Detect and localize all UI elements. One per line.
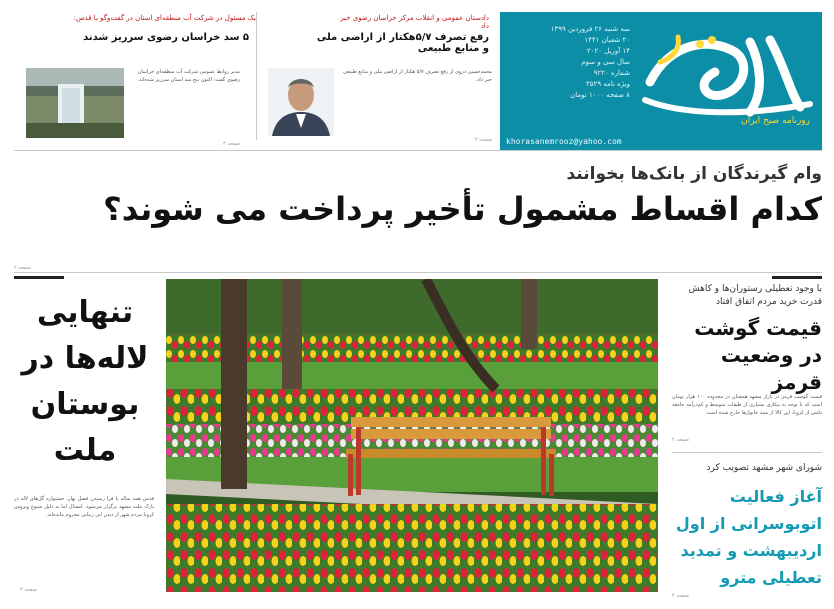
column-rule <box>14 276 64 279</box>
tulip-park-photo <box>166 279 658 592</box>
right-story-title[interactable]: قیمت گوشت در وضعیت قرمز <box>694 316 822 394</box>
tulip-garden-bench-icon <box>166 279 658 592</box>
page-ref: صفحه ۲ <box>14 265 31 271</box>
dam-photo <box>26 68 124 138</box>
column-divider <box>256 12 257 140</box>
page-ref: صفحه ۳ <box>20 587 37 593</box>
dateline-line: شماره ۹۲۲۰ <box>593 69 630 77</box>
right-story-body: قیمت گوشت قرمز در بازار مشهد همچنان در محدوده ۱۰۰ هزار تومان است که با توجه به بیکاری بسیاری از طبقات متوسط و کم‌درآمد جامعه ناشی از کرونا، این کالا از سبد خانوارها خارج شده است. <box>672 394 822 416</box>
top-story-body: مدیر روابط عمومی شرکت آب منطقه‌ای خراسان رضوی گفت: اکنون پنج سد استان سرریز شده‌اند. <box>137 69 240 83</box>
portrait-photo <box>268 68 334 136</box>
top-story-kicker: یک مسئول در شرکت آب منطقه‌ای استان در گفت‌وگو با قدس: <box>73 14 256 22</box>
dateline-line: ۲۰ شعبان ۱۴۴۱ <box>584 36 630 44</box>
email-address[interactable]: khorasanemrooz@yahoo.com <box>506 137 622 146</box>
lead-kicker: وام گیرندگان از بانک‌ها بخوانند <box>566 164 822 184</box>
section-divider <box>14 272 822 273</box>
page-ref: صفحه ۲ <box>672 437 689 443</box>
page-ref: صفحه ۳ <box>223 141 240 147</box>
top-story-title[interactable]: رفع تصرف ۵/۷هکتار از اراضی ملی و منابع طبیعی <box>316 32 489 54</box>
dam-waterfall-icon <box>26 68 124 138</box>
page-ref: صفحه ۳ <box>672 593 689 599</box>
right-story-kicker: شورای شهر مشهد تصویب کرد <box>706 463 822 473</box>
masthead <box>500 12 822 150</box>
left-story-title[interactable]: تنهایی لاله‌ها در بوستان ملت <box>21 295 149 468</box>
top-story-kicker: دادستان عمومی و انقلاب مرکز خراسان رضوی خبر داد <box>340 14 489 30</box>
page-ref: صفحه ۳ <box>475 137 492 143</box>
section-divider <box>672 452 822 453</box>
left-story-body: قدس همه ساله با فرا رسیدن فصل بهار، جشنواره گل‌های لاله در پارک ملت مشهد برگزار می‌شود. امسال اما به دلیل شیوع ویروس کرونا مردم شهر از دیدن این زیبایی محروم مانده‌اند. <box>14 496 154 518</box>
top-story-title[interactable]: ۵ سد خراسان رضوی سرریز شدند <box>83 32 249 43</box>
dateline <box>510 24 630 101</box>
dateline-line: سه شنبه ۲۶ فروردین ۱۳۹۹ <box>550 25 630 33</box>
tagline: روزنامه صبح ایران <box>741 116 810 126</box>
column-rule <box>772 276 822 279</box>
person-portrait-icon <box>268 68 334 136</box>
section-divider <box>14 150 822 151</box>
lead-headline[interactable]: کدام اقساط مشمول تأخیر پرداخت می شوند؟ <box>103 190 822 228</box>
dateline-line: ویژه نامه ۳۵۲۹ <box>586 80 630 88</box>
dateline-line: سال سی و سوم <box>581 58 630 66</box>
dateline-line: ۸ صفحه ۱۰۰۰ تومان <box>570 91 630 99</box>
right-story-title[interactable]: آغاز فعالیت اتوبوسرانی از اول اردیبهشت و تمدید تعطیلی مترو <box>675 487 822 587</box>
right-story-kicker: با وجود تعطیلی رستوران‌ها و کاهش قدرت خرید مردم اتفاق افتاد <box>688 284 822 307</box>
dateline-line: ۱۴ آوریل ۲۰۲۰ <box>587 47 630 55</box>
top-story-body: محمدحسین دروی از رفع تصرف ۵/۷ هکتار از اراضی ملی و منابع طبیعی خبر داد. <box>343 69 492 83</box>
